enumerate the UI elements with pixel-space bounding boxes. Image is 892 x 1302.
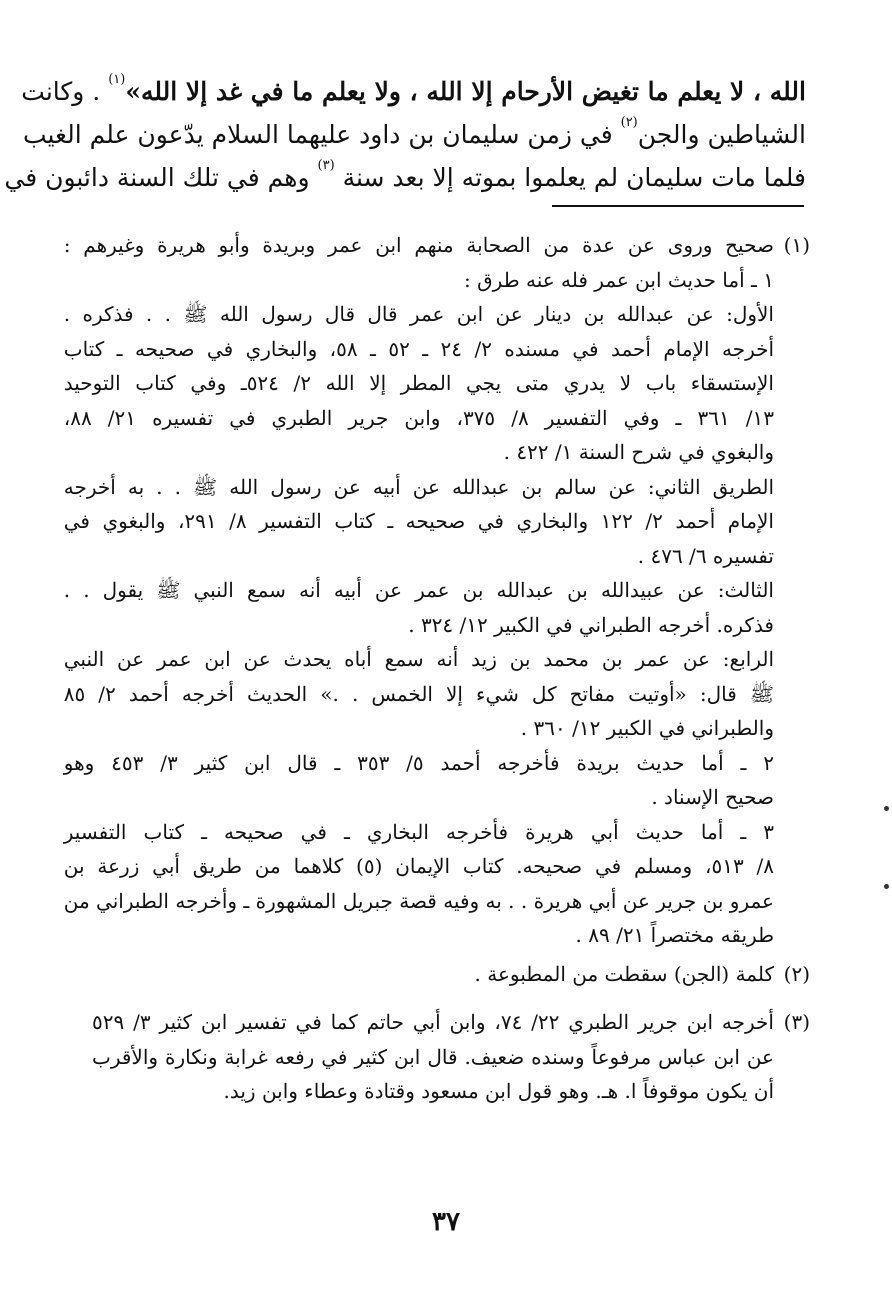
footnote-separator [552, 205, 804, 207]
footnote-line: عمرو بن جرير عن أبي هريرة . . به وفيه قصة جبريل المشهورة ـ وأخرجه الطبراني من [63, 888, 774, 913]
footnote-body [92, 1005, 774, 1109]
footnote-line: أخرجه الإمام أحمد في مسنده ٢/ ٢٤ ـ ٥٢ ـ ٥٨، والبخاري في صحيحه ـ كتاب [63, 336, 775, 361]
footnote-line: ١ ـ أما حديث ابن عمر فله عنه طرق : [464, 267, 774, 292]
footnote-line: الأول: عن عبدالله بن دينار عن ابن عمر قال قال رسول الله ﷺ . . فذكره . [63, 302, 774, 326]
main-line-1 [21, 70, 806, 113]
footnote-line: طريقه مختصراً ٢١/ ٨٩ . [575, 923, 774, 947]
footnote-body [92, 957, 774, 992]
footnote-number: (١) [783, 233, 810, 257]
footnote-number: (٢) [783, 961, 810, 986]
footnotes [63, 228, 810, 1113]
footnote-3 [92, 1005, 810, 1109]
footnote-ref-2[interactable]: (٢) [620, 114, 638, 130]
footnote-line: والبغوي في شرح السنة ١/ ٤٢٢ . [503, 440, 774, 464]
footnote-line: صحيح الإسناد . [651, 785, 774, 809]
footnote-line: ٨/ ٥١٣، ومسلم في صحيحه. كتاب الإيمان (٥) كلاهما من طريق أبي زرعة بن [63, 854, 774, 878]
footnote-line: الثالث: عن عبيدالله بن عبدالله بن عمر عن أبيه أنه سمع النبي ﷺ يقول . . [63, 578, 774, 602]
main-line-2-end: في زمن سليمان بن داود عليهما السلام يدّعون علم الغيب [22, 120, 613, 149]
main-line-3 [4, 156, 806, 199]
footnote-line: الإستسقاء باب لا يدري متى يجي المطر إلا الله ٢/ ٥٢٤ـ وفي كتاب التوحيد [63, 371, 774, 395]
main-line-2 [22, 113, 806, 156]
footnote-line: ﷺ قال: «أوتيت مفاتح كل شيء إلا الخمس . .» الحديث أخرجه أحمد ٢/ ٨٥ [63, 681, 774, 706]
footnote-line: الإمام أحمد ٢/ ١٢٢ والبخاري في صحيحه ـ كتاب التفسير ٨/ ٢٩١، والبغوي في [63, 509, 774, 533]
footnote-line: فذكره. أخرجه الطبراني في الكبير ١٢/ ٣٢٤ . [408, 612, 774, 637]
footnote-line: ٣ ـ أما حديث أبي هريرة فأخرجه البخاري ـ في صحيحه ـ كتاب التفسير [63, 819, 775, 844]
main-line-2-start: الشياطين والجن [637, 120, 806, 149]
footnote-line: تفسيره ٦/ ٤٧٦ . [637, 543, 774, 568]
main-line-3-start: فلما مات سليمان لم يعلموا بموته إلا بعد سنة [342, 163, 806, 192]
footnote-line: صحيح وروى عن عدة من الصحابة منهم ابن عمر وبريدة وأبو هريرة وغيرهم : [63, 233, 774, 257]
footnote-ref-1[interactable]: (١) [108, 71, 126, 87]
footnote-2 [92, 957, 810, 992]
footnote-line: الرابع: عن عمر بن محمد بن زيد أنه سمع أباه يحدث عن ابن عمر عن النبي [63, 647, 774, 671]
footnote-line: الطريق الثاني: عن سالم بن عبدالله عن أبيه عن رسول الله ﷺ . . به أخرجه [63, 474, 774, 499]
main-line-1-tail: . وكانت [21, 77, 101, 106]
footnote-1 [63, 228, 810, 953]
footnote-line: ٢ ـ أما حديث بريدة فأخرجه أحمد ٥/ ٣٥٣ ـ قال ابن كثير ٣/ ٤٥٣ وهو [63, 750, 774, 775]
margin-speck [884, 884, 889, 889]
footnote-line: أن يكون موقوفاً ا. هـ. وهو قول ابن مسعود وقتادة وعطاء وابن زيد. [223, 1079, 774, 1103]
main-line-3-end: وهم في تلك السنة دائبون في [4, 163, 310, 192]
footnote-line: والطبراني في الكبير ١٢/ ٣٦٠ . [520, 716, 774, 740]
margin-speck [884, 806, 889, 811]
footnote-line: أخرجه ابن جرير الطبري ٢٢/ ٧٤، وابن أبي حاتم كما في تفسير ابن كثير ٣/ ٥٢٩ [92, 1010, 774, 1034]
footnote-ref-3[interactable]: (٣) [317, 157, 335, 173]
page-number: ٣٧ [432, 1207, 460, 1237]
quoted-hadith: الله ، لا يعلم ما تغيض الأرحام إلا الله ، ولا يعلم ما في غد إلا الله» [125, 77, 806, 106]
footnote-line: عن ابن عباس مرفوعاً وسنده ضعيف. قال ابن كثير في رفعه غرابة ونكارة والأقرب [92, 1044, 774, 1069]
footnote-body [64, 228, 774, 953]
footnote-line: ١٣/ ٣٦١ ـ وفي التفسير ٨/ ٣٧٥، وابن جرير الطبري في تفسيره ٢١/ ٨٨، [63, 405, 774, 430]
main-text [4, 70, 806, 199]
footnote-number: (٣) [783, 1010, 810, 1034]
spacer [92, 995, 810, 1005]
footnote-line: كلمة (الجن) سقطت من المطبوعة . [474, 961, 774, 986]
